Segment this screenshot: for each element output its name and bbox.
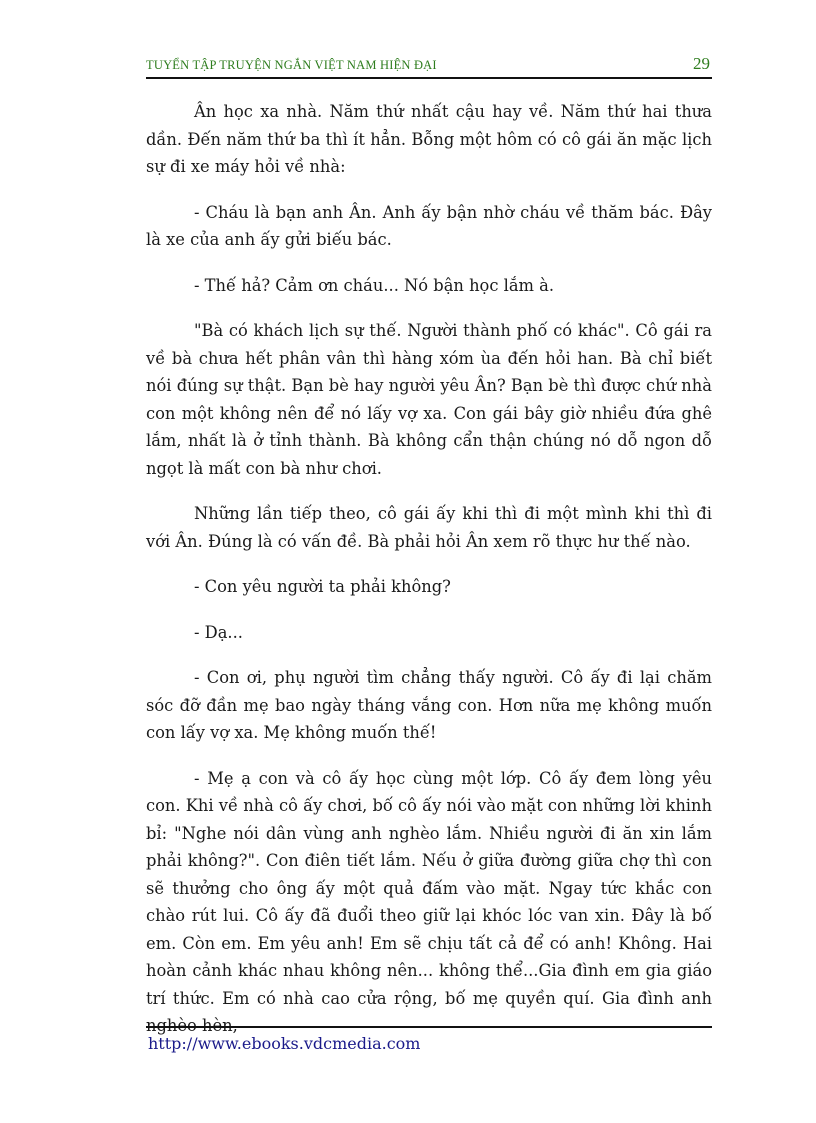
paragraph: Những lần tiếp theo, cô gái ấy khi thì đi một mình khi thì đi với Ân. Đúng là có vấn đề. Bà phải hỏi Ân xem rõ thực hư thế nào.: [146, 504, 712, 551]
footer-divider: [146, 1026, 712, 1028]
paragraph: - Thế hả? Cảm ơn cháu... Nó bận học lắm à.: [194, 275, 555, 295]
paragraph: - Mẹ ạ con và cô ấy học cùng một lớp. Cô ấy đem lòng yêu con. Khi về nhà cô ấy chơi, bố cô ấy nói vào mặt con những lời khinh bỉ: "Nghe nói dân vùng anh nghèo lắm. Nhiều người đi ăn xin lắm phải không?". Con điên tiết lắm. Nếu ở giữa đường giữa chợ thì con sẽ thưởng cho ông ấy một quả đấm vào mặt. Ngay tức khắc con chào rút lui. Cô ấy đã đuổi theo giữ lại khóc lóc van xin. Đây là bố em. Còn em. Em yêu anh! Em sẽ chịu tất cả để có anh! Không. Hai hoàn cảnh khác nhau không nên... không thể...Gia đình em gia giáo trí thức. Em có nhà cao cửa rộng, bố mẹ quyền quí. Gia đình anh: [146, 768, 712, 1008]
paragraph: "Bà có khách lịch sự thế. Người thành phố có khác". Cô gái ra về bà chưa hết phân vân thì hàng xóm ùa đến hỏi han. Bà chỉ biết nói đúng sự thật. Bạn bè hay người yêu Ân? Bạn bè thì được chứ nhà con một không nên để nó lấy vợ xa. Con gái bây giờ nhiều đứa ghê lắm, nhất là ở tỉnh thành. Bà không cẩn thận chúng nó dỗ ngon dỗ ngọt là mất con bà như chơi.: [146, 321, 712, 478]
story-body: [146, 98, 712, 1058]
paragraph: - Con yêu người ta phải không?: [194, 577, 451, 596]
paragraph: Ân học xa nhà. Năm thứ nhất cậu hay về. Năm thứ hai thưa dần. Đến năm thứ ba thì ít hẳn. Bỗng một hôm có cô gái ăn mặc lịch sự đi xe máy hỏi về nhà:: [146, 102, 712, 176]
paragraph: - Cháu là bạn anh Ân. Anh ấy bận nhờ cháu về thăm bác. Đây là xe của anh ấy gửi biếu bác.: [146, 202, 712, 249]
header-divider: [146, 77, 712, 79]
footer-url-link[interactable]: http://www.ebooks.vdcmedia.com: [148, 1034, 421, 1053]
page-header: [146, 54, 712, 78]
paragraph: - Con ơi, phụ người tìm chẳng thấy người. Cô ấy đi lại chăm sóc đỡ đần mẹ bao ngày tháng vắng con. Hơn nữa mẹ không muốn con lấy vợ xa. Mẹ không muốn thế!: [146, 668, 712, 742]
page-number: 29: [693, 54, 710, 73]
header-title: TUYỂN TẬP TRUYỆN NGẮN VIỆT NAM HIỆN ĐẠI: [146, 58, 437, 72]
paragraph: - Dạ...: [194, 622, 243, 642]
